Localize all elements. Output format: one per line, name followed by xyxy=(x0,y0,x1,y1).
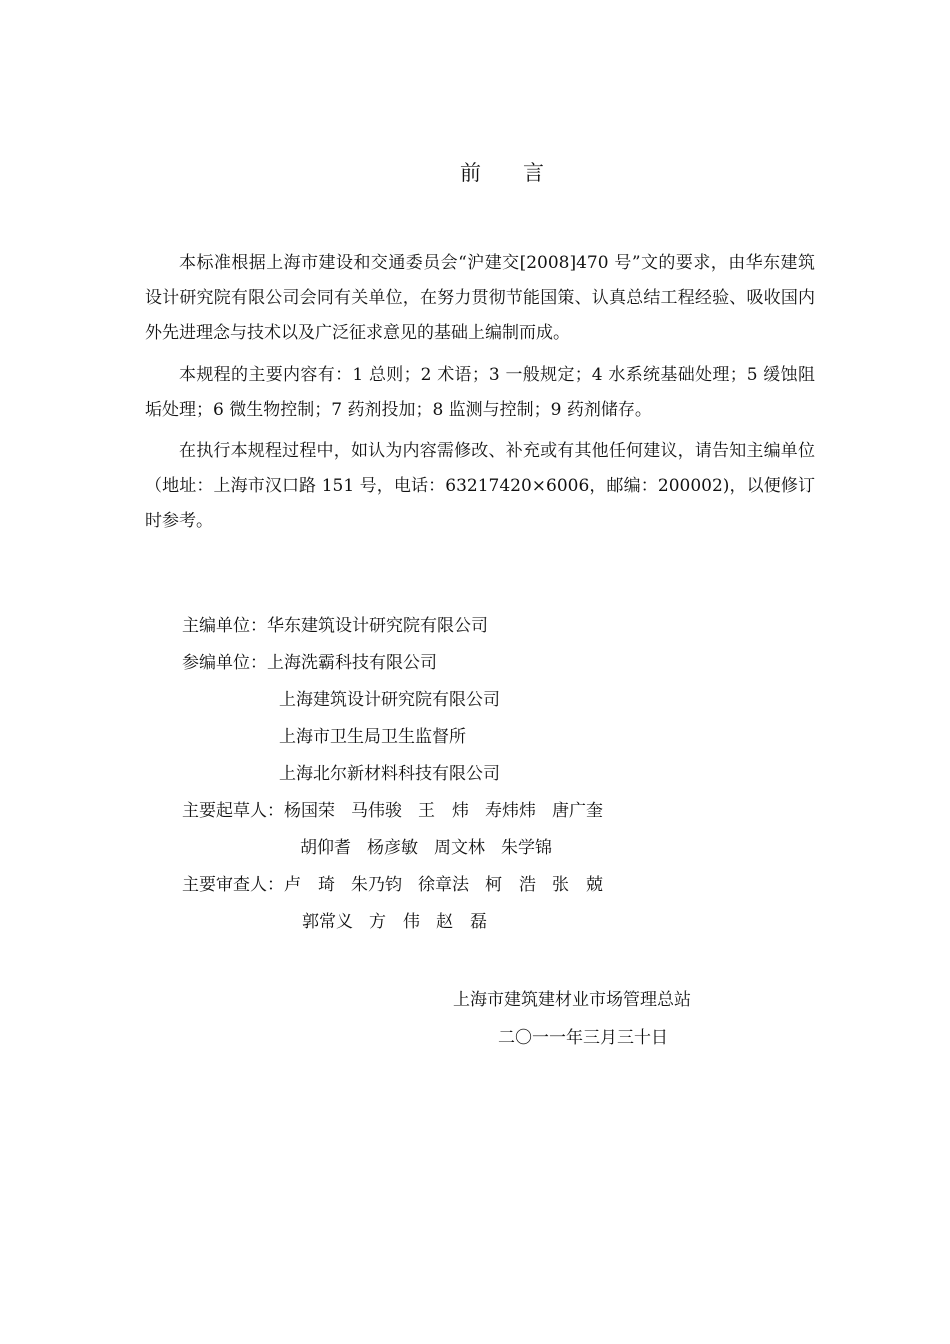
credits-block xyxy=(182,608,619,941)
paragraph-text: 在执行本规程过程中，如认为内容需修改、补充或有其他任何建议，请告知主编单位（地址：上海市汉口路 151 号，电话：63217420×6006，邮编：200002)，以便修订时参考。 xyxy=(145,441,815,531)
paragraph-2 xyxy=(145,358,815,428)
reviewer-name: 郭常义 xyxy=(302,912,353,932)
reviewer-name: 卢 琦 xyxy=(284,875,335,895)
drafter-name: 杨彦敏 xyxy=(367,838,418,858)
reviewer-name: 朱乃钧 xyxy=(351,875,402,895)
drafter-name: 朱学锦 xyxy=(501,838,552,858)
signature-organization: 上海市建筑建材业市场管理总站 xyxy=(453,990,691,1010)
participating-unit-name: 上海北尔新材料科技有限公司 xyxy=(279,764,500,784)
signature-date: 二〇一一年三月三十日 xyxy=(498,1028,668,1048)
reviewer-name: 方 伟 xyxy=(369,912,420,932)
reviewer-name: 赵 磊 xyxy=(436,912,487,932)
reviewer-name: 徐章法 xyxy=(418,875,469,895)
paragraph-3 xyxy=(145,434,815,539)
paragraph-text: 本规程的主要内容有：1 总则；2 术语；3 一般规定；4 水系统基础处理；5 缓蚀阻垢处理；6 微生物控制；7 药剂投加；8 监测与控制；9 药剂储存。 xyxy=(145,365,815,420)
drafter-name: 周文林 xyxy=(434,838,485,858)
drafter-name: 唐广奎 xyxy=(552,801,603,821)
reviewers-row-1 xyxy=(182,867,619,904)
participating-unit-label: 参编单位： xyxy=(182,653,267,673)
drafter-name: 胡仰耆 xyxy=(300,838,351,858)
participating-unit-name: 上海市卫生局卫生监督所 xyxy=(279,727,466,747)
paragraph-text: 本标准根据上海市建设和交通委员会“沪建交[2008]470 号”文的要求，由华东建筑设计研究院有限公司会同有关单位，在努力贯彻节能国策、认真总结工程经验、吸收国内外先进理念与技术以及广泛征求意见的基础上编制而成。 xyxy=(145,253,815,343)
paragraph-1 xyxy=(145,246,815,351)
chief-unit-row xyxy=(182,608,619,645)
title-char-1: 前 xyxy=(460,161,481,185)
participating-unit-row xyxy=(182,682,619,719)
drafters-row-2 xyxy=(182,830,619,867)
participating-unit-name: 上海洗霸科技有限公司 xyxy=(267,653,437,673)
participating-unit-name: 上海建筑设计研究院有限公司 xyxy=(279,690,500,710)
participating-unit-row xyxy=(182,645,619,682)
reviewers-label: 主要审查人： xyxy=(182,875,284,895)
reviewer-name: 张 兢 xyxy=(552,875,603,895)
drafter-name: 马伟骏 xyxy=(351,801,402,821)
participating-unit-row xyxy=(182,719,619,756)
chief-unit-name: 华东建筑设计研究院有限公司 xyxy=(267,616,488,636)
drafter-name: 寿炜炜 xyxy=(485,801,536,821)
drafter-name: 杨国荣 xyxy=(284,801,335,821)
drafters-label: 主要起草人： xyxy=(182,801,284,821)
drafters-row-1 xyxy=(182,793,619,830)
reviewer-name: 柯 浩 xyxy=(485,875,536,895)
page-title xyxy=(0,157,950,187)
chief-unit-label: 主编单位： xyxy=(182,616,267,636)
participating-unit-row xyxy=(182,756,619,793)
drafter-name: 王 炜 xyxy=(418,801,469,821)
title-char-2: 言 xyxy=(523,161,544,185)
reviewers-row-2 xyxy=(182,904,619,941)
